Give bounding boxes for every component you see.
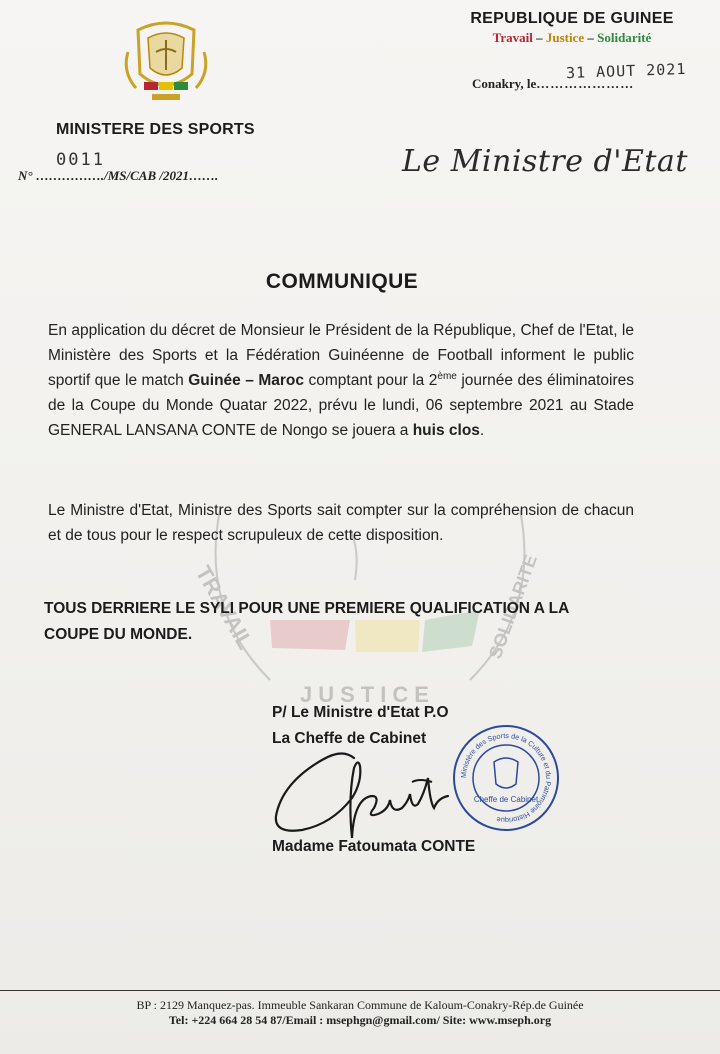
watermark-justice: JUSTICE bbox=[300, 682, 435, 707]
slogan-line-2: COUPE DU MONDE. bbox=[44, 626, 193, 643]
motto-travail: Travail bbox=[492, 30, 533, 45]
signatory-name: Madame Fatoumata CONTE bbox=[272, 838, 476, 855]
motto-solidarite: Solidarité bbox=[597, 30, 652, 45]
paragraph-1 bbox=[48, 318, 634, 443]
seal-ring-text: Ministère des Sports de la Culture et du Patrimoine Historique bbox=[458, 730, 554, 826]
footer-address: BP : 2129 Manquez-pas. Immeuble Sankaran Commune de Kaloum-Conakry-Rép.de Guinée bbox=[136, 998, 584, 1012]
seal-center-text: Cheffe de Cabinet bbox=[473, 795, 539, 804]
slogan-line-1: TOUS DERRIERE LE SYLI POUR UNE PREMIERE QUALIFICATION A LA bbox=[44, 600, 570, 617]
motto-separator: – bbox=[532, 30, 546, 45]
watermark-solidarite: SOLIDARITE bbox=[484, 552, 542, 662]
p1-match: Guinée – Maroc bbox=[188, 372, 305, 389]
place-date-line bbox=[472, 76, 634, 92]
p1-text-a: En application du décret de Monsieur le Président de la République, Chef de l'Etat, le Ministère des Sports et la Fédération Guinéenne de Football informent le public sportif que le match bbox=[48, 322, 634, 389]
watermark-travail: TRAVAIL bbox=[190, 561, 259, 654]
footer-contacts: Tel: +224 664 28 54 87/Email : msephgn@gmail.com/ Site: www.mseph.org bbox=[168, 1013, 552, 1027]
footer-divider bbox=[0, 990, 720, 991]
slogan bbox=[44, 596, 644, 648]
ref-prefix: N° bbox=[18, 168, 33, 183]
handwritten-signature bbox=[262, 738, 472, 848]
coat-of-arms-emblem bbox=[118, 12, 214, 108]
national-motto bbox=[452, 30, 692, 46]
p1-text-c: journée des éliminatoires de la Coupe du Monde Quatar 2022, prévu le lundi, 06 septembre 2021 au Stade GENERAL LANSANA CONTE de Nongo se jouera a bbox=[48, 372, 634, 439]
motto-justice: Justice bbox=[545, 30, 585, 45]
republic-name: REPUBLIQUE DE GUINEE bbox=[470, 10, 674, 27]
signatory-line-1: P/ Le Ministre d'Etat P.O bbox=[272, 704, 449, 721]
reference-number-stamp: 0011 bbox=[56, 150, 105, 170]
motto-separator: – bbox=[584, 30, 598, 45]
signatory-line-2: La Cheffe de Cabinet bbox=[272, 730, 427, 747]
place-label: Conakry, le bbox=[472, 76, 537, 91]
reference-number bbox=[18, 168, 218, 184]
republic-header bbox=[452, 10, 692, 46]
p1-huis-clos: huis clos bbox=[412, 422, 480, 439]
ministry-name: MINISTERE DES SPORTS bbox=[56, 121, 255, 138]
minister-title-script: Le Ministre d'Etat bbox=[402, 144, 688, 179]
p1-end: . bbox=[479, 422, 485, 439]
ref-suffix: /MS/CAB /2021……. bbox=[104, 168, 219, 183]
place-dots: ………………… bbox=[536, 76, 635, 91]
p1-superscript: ème bbox=[437, 370, 457, 382]
ref-dots: ……………. bbox=[35, 168, 105, 183]
p1-text-b: comptant pour la 2 bbox=[304, 372, 438, 389]
paragraph-2: Le Ministre d'Etat, Ministre des Sports sait compter sur la compréhension de chacun et de tous pour le respect scrupuleux de cette disposition. bbox=[48, 502, 634, 544]
date-stamp: 31 AOUT 2021 bbox=[565, 59, 687, 83]
communique-title: COMMUNIQUE bbox=[265, 270, 419, 293]
